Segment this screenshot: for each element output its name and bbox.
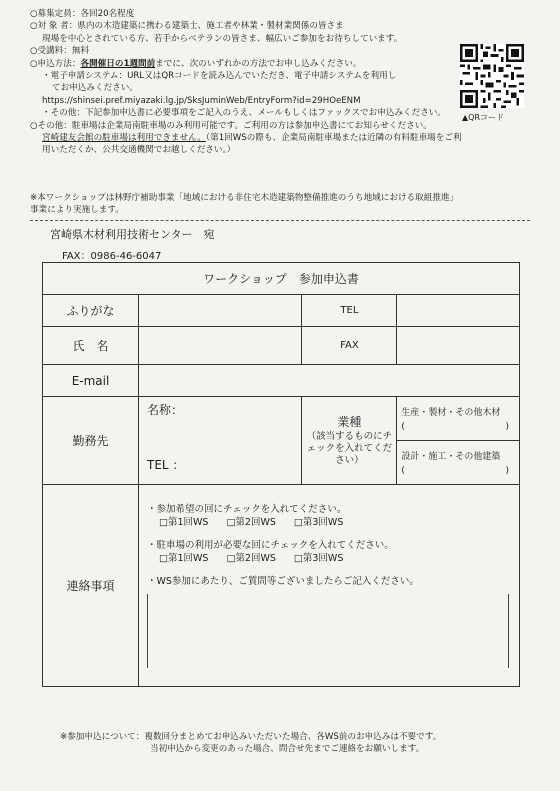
other-method: ・その他：下記参加申込書に必要事項をご記入のうえ、メールもしくはファックスでお申込みください。 [42,108,446,119]
parking-question: ・駐車場の利用が必要な回にチェックを入れてください。 [147,540,394,551]
target-audience: ○対 象 者：県内の木造建築に携わる建築士、施工者や林業・製材業関係の皆さま [30,21,344,32]
subsidy-note: ※本ワークショップは林野庁補助事業「地域における非住宅木造建築物整備推進のうち地域における取組推進」 事業により実施します。 [30,193,459,216]
fax-number: FAX：0986-46-6047 [62,251,162,262]
org-tel-label: TEL ： [147,458,185,472]
parking2-checkbox[interactable]: □第2回WS [226,553,276,564]
furigana-label: ふりがな [43,295,139,327]
email-field[interactable] [139,365,520,397]
question-prompt: ・WS参加にあたり、ご質問等ございましたらご記入ください。 [147,576,419,587]
cut-line [30,220,530,221]
org-name-label: 名称： [147,403,184,417]
contact-field[interactable] [139,485,520,687]
application-method: ○申込方法：各開催日の1週間前までに、次のいずれかの方法でお申し込みください。 [30,58,362,69]
target-audience-detail: 現場を中心とされている方、若手からベテランの皆さま、幅広いご参加をお待ちしています。 [42,33,403,44]
capacity: ○募集定員：各回20名程度 [30,9,135,19]
footnote: ※参加申込について：複数回分まとめてお申込みいただいた場合、各WS前のお申込みは不要です。 当初申込から変更のあった場合、問合せ先までご連絡をお願いします。 [60,732,442,755]
deadline: 各開催日の1週間前 [80,58,156,69]
contact-label: 連絡事項 [43,485,139,687]
parking-warning: 宮崎建友会館の駐車場は利用できません。 [42,133,206,144]
ws-options [147,516,513,529]
fax-field[interactable] [397,327,520,365]
email-label: E-mail [43,365,139,397]
parking3-checkbox[interactable]: □第3回WS [293,553,344,564]
name-label: 氏 名 [43,327,139,365]
question-box[interactable] [147,594,509,668]
form-title: ワークショップ 参加申込書 [43,263,520,295]
ws1-checkbox[interactable]: □第1回WS [159,517,209,528]
qr-caption: ▲QRコード [462,113,505,122]
category-wood[interactable]: 生産・製材・その他木材 ( ) [397,397,520,441]
application-form [42,262,520,687]
industry-note: （該当するものにチェックを入れてください） [306,430,393,466]
workplace-label: 勤務先 [43,397,139,485]
fax-label: FAX [302,327,397,365]
ws3-checkbox[interactable]: □第3回WS [293,517,344,528]
parking-info: ○その他：駐車場は企業局南駐車場のみ利用可能です。ご利用の方は参加申込書にてお知らせください。 [30,120,432,131]
qr-code[interactable] [460,44,524,108]
electronic-application: ・電子申請システム：URL又はQRコードを読み込んでいただき、電子申請システムを利用し [42,71,397,82]
ws2-checkbox[interactable]: □第2回WS [226,517,276,528]
industry-label: 業種 （該当するものにチェックを入れてください） [302,397,397,485]
application-info: ○募集定員：各回20名程度 ○対 象 者：県内の木造建築に携わる建築士、施工者や林業・製材業関係の皆さま 現場を中心とされている方、若手からベテランの皆さま、幅広いご参加をお待ちしています。 ○受講料：無料 ○申込方法：各開催日の1週間前までに、次のいずれかの方法でお申し込みください。 ・電子申請システム：URL又はQRコードを読み込んでいただき、電子申請システムを利用し てお申込みください。 https://shinsei.pref.miyazaki.lg.jp/SksJuminWeb/EntryForm?id=29HOeENM ・その他：下記参加申込書に必要事項をご記入のうえ、メールもしくはファックスでお申込みください。 ○その他：駐車場は企業局南駐車場のみ利用可能です。ご利用の方は参加申込書にてお知らせください。 宮崎建友会館の駐車場は利用できません。（第1回WSの際も、企業局南駐車場または近隣の有料駐車場をご利 用いただくか、公共交通機関でお越しください。） [30,8,535,157]
fee: ○受講料：無料 [30,46,90,57]
application-url[interactable]: https://shinsei.pref.miyazaki.lg.jp/SksJuminWeb/EntryForm?id=29HOeENM [42,95,361,106]
category-building[interactable]: 設計・施工・その他建築 ( ) [397,441,520,485]
tel-label: TEL [302,295,397,327]
tel-field[interactable] [397,295,520,327]
parking1-checkbox[interactable]: □第1回WS [159,553,209,564]
workplace-field[interactable] [139,397,302,485]
furigana-field[interactable] [139,295,302,327]
name-field[interactable] [139,327,302,365]
ws-question: ・参加希望の回にチェックを入れてください。 [147,504,347,515]
recipient: 宮崎県木材利用技術センター 宛 [50,228,215,241]
parking-options [147,552,513,565]
